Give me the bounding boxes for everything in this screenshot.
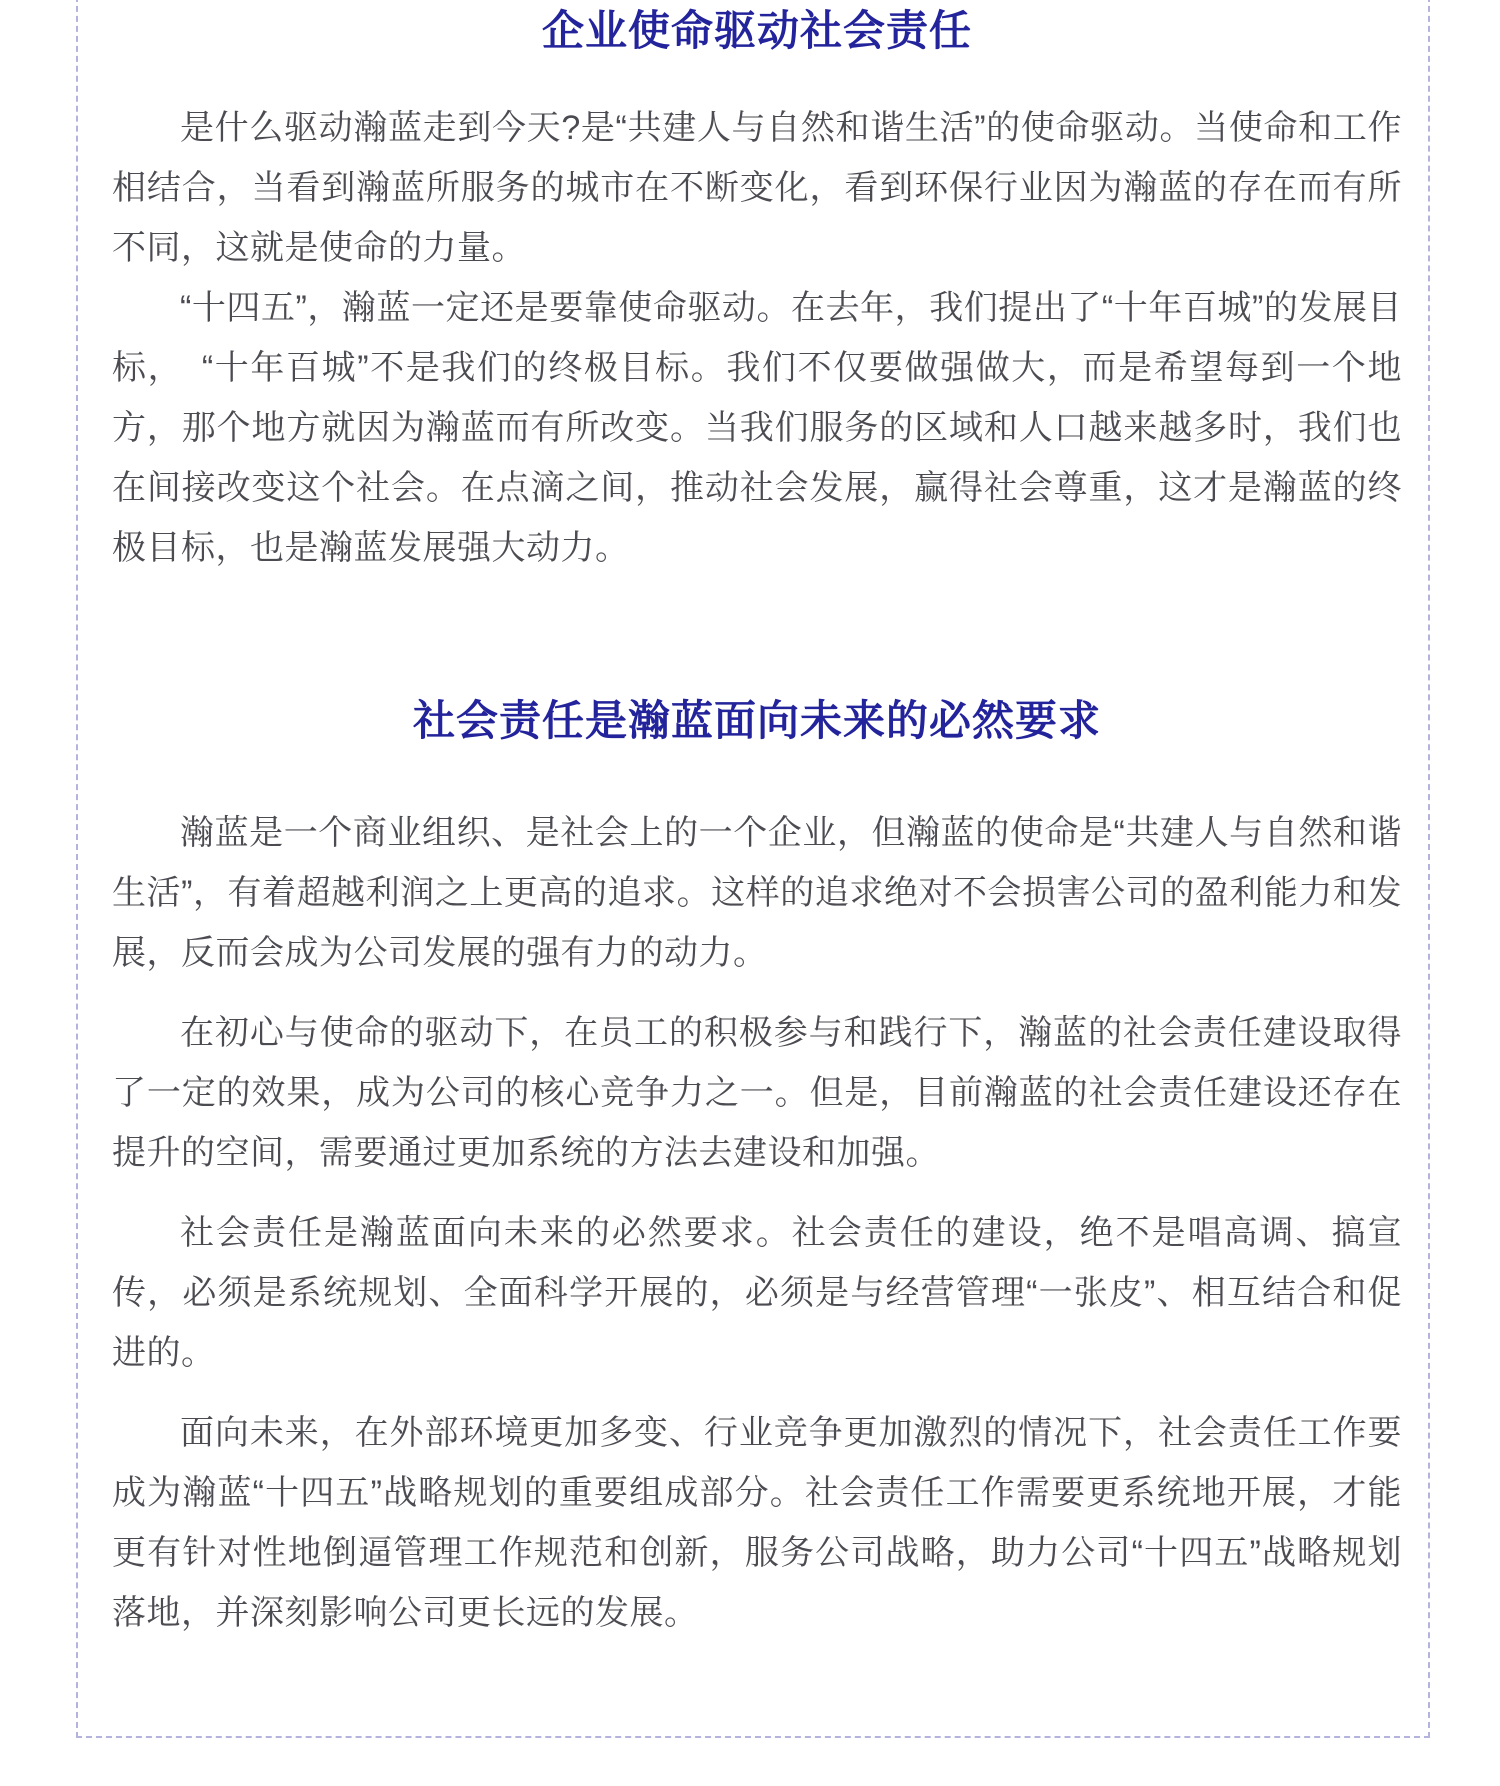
section-heading-mission: 企业使命驱动社会责任 [541, 7, 972, 54]
document-page-content [112, 0, 1402, 1643]
paragraph-mission-1: 是什么驱动瀚蓝走到今天?是“共建人与自然和谐生活”的使命驱动。当使命和工作相结合，当看到瀚蓝所服务的城市在不断变化，看到环保行业因为瀚蓝的存在而有所不同，这就是使命的力量。 [112, 109, 1402, 268]
paragraph-future-1: 瀚蓝是一个商业组织、是社会上的一个企业，但瀚蓝的使命是“共建人与自然和谐生活”，有着超越利润之上更高的追求。这样的追求绝对不会损害公司的盈利能力和发展，反而会成为公司发展的强有力的动力。 [112, 813, 1402, 972]
paragraph-future-3: 社会责任是瀚蓝面向未来的必然要求。社会责任的建设，绝不是唱高调、搞宣传，必须是系统规划、全面科学开展的，必须是与经营管理“一张皮”、相互结合和促进的。 [112, 1213, 1402, 1372]
section-heading-future: 社会责任是瀚蓝面向未来的必然要求 [412, 697, 1101, 745]
paragraph-future-2: 在初心与使命的驱动下，在员工的积极参与和践行下，瀚蓝的社会责任建设取得了一定的效果，成为公司的核心竞争力之一。但是，目前瀚蓝的社会责任建设还存在提升的空间，需要通过更加系统的方法去建设和加强。 [112, 1013, 1402, 1172]
paragraph-mission-2: “十四五”，瀚蓝一定还是要靠使命驱动。在去年，我们提出了“十年百城”的发展目标， “十年百城”不是我们的终极目标。我们不仅要做强做大，而是希望每到一个地方，那个地方就因为瀚蓝而有所改变。当我们服务的区域和人口越来越多时，我们也在间接改变这个社会。在点滴之间，推动社会发展，赢得社会尊重，这才是瀚蓝的终极目标，也是瀚蓝发展强大动力。 [112, 289, 1402, 568]
section-future-requirement [112, 696, 1402, 1642]
paragraph-future-4: 面向未来，在外部环境更加多变、行业竞争更加激烈的情况下，社会责任工作要成为瀚蓝“十四五”战略规划的重要组成部分。社会责任工作需要更系统地开展，才能更有针对性地倒逼管理工作规范和创新，服务公司战略，助力公司“十四五”战略规划落地，并深刻影响公司更长远的发展。 [112, 1413, 1402, 1632]
section-mission [112, 6, 1402, 578]
